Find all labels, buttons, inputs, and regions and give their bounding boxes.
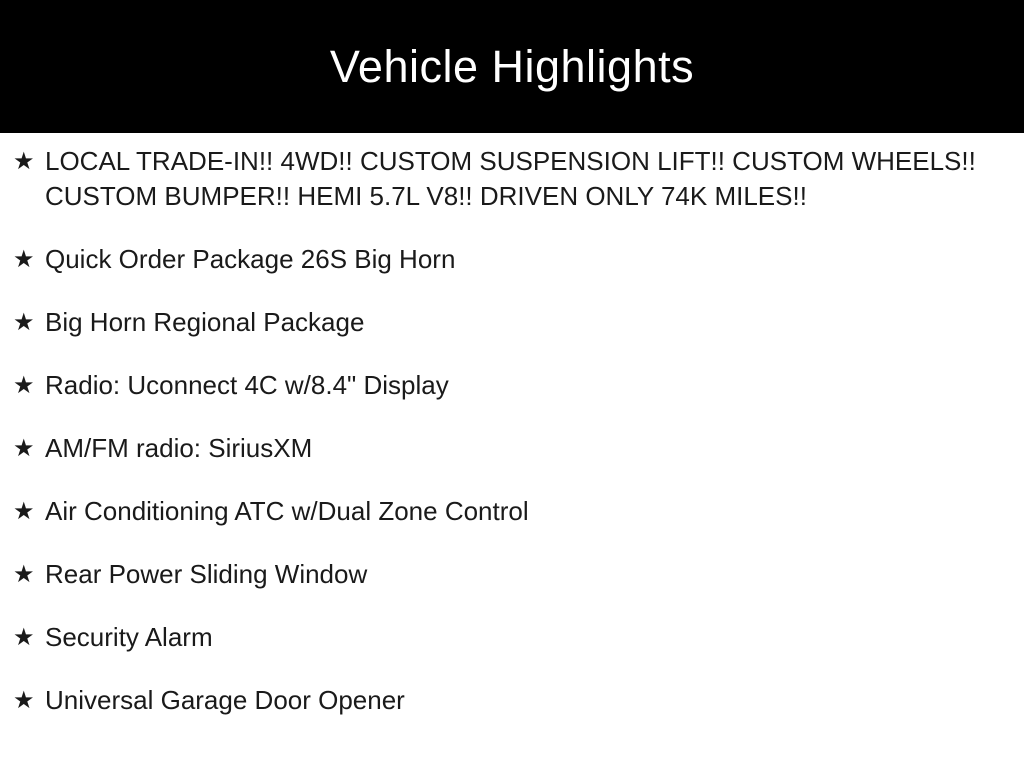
list-item [13, 144, 982, 214]
list-item [13, 431, 982, 466]
list-item [13, 305, 982, 340]
highlight-text: Rear Power Sliding Window [45, 559, 368, 589]
star-bullet-icon: ★ [13, 686, 35, 714]
highlight-text: Universal Garage Door Opener [45, 685, 405, 715]
list-item [13, 620, 982, 655]
star-bullet-icon: ★ [13, 308, 35, 336]
highlight-text: Air Conditioning ATC w/Dual Zone Control [45, 496, 529, 526]
star-bullet-icon: ★ [13, 371, 35, 399]
list-item [13, 683, 982, 718]
highlight-text: Big Horn Regional Package [45, 307, 365, 337]
star-bullet-icon: ★ [13, 623, 35, 651]
star-bullet-icon: ★ [13, 497, 35, 525]
highlights-list [0, 133, 1024, 718]
highlight-text: Security Alarm [45, 622, 213, 652]
star-bullet-icon: ★ [13, 245, 35, 273]
star-bullet-icon: ★ [13, 147, 35, 175]
highlight-text: AM/FM radio: SiriusXM [45, 433, 313, 463]
list-item [13, 242, 982, 277]
highlight-text: LOCAL TRADE-IN!! 4WD!! CUSTOM SUSPENSION LIFT!! CUSTOM WHEELS!! CUSTOM BUMPER!! HEMI 5.7L V8!! DRIVEN ONLY 74K MILES!! [45, 146, 976, 211]
highlight-text: Quick Order Package 26S Big Horn [45, 244, 456, 274]
list-item [13, 368, 982, 403]
title-banner [0, 0, 1024, 133]
page-title: Vehicle Highlights [329, 40, 695, 92]
star-bullet-icon: ★ [13, 434, 35, 462]
star-bullet-icon: ★ [13, 560, 35, 588]
list-item [13, 557, 982, 592]
list-item [13, 494, 982, 529]
highlight-text: Radio: Uconnect 4C w/8.4" Display [45, 370, 449, 400]
